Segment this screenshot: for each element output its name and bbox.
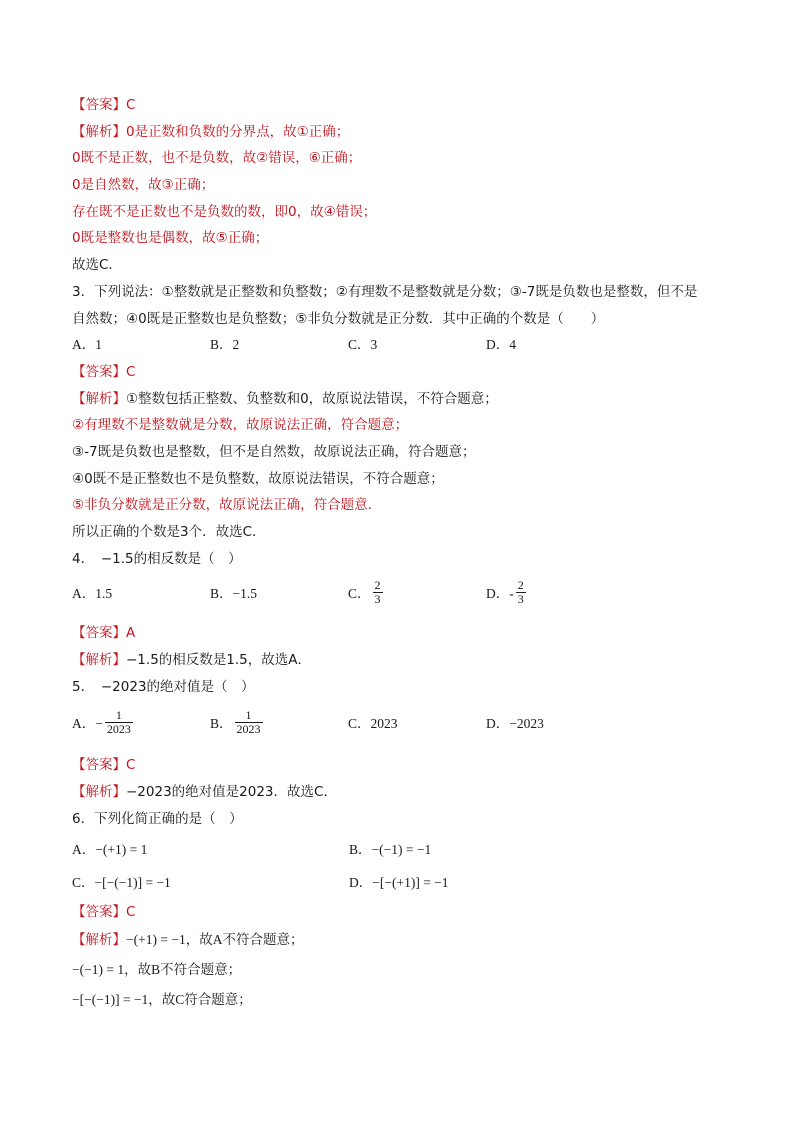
analysis-label: 【解析】	[72, 932, 126, 949]
option-a: A．1	[72, 337, 102, 353]
options-row	[72, 572, 732, 612]
denominator: 3	[517, 591, 524, 606]
answer-line: 【答案】C	[72, 363, 136, 380]
option-b: B．−1.5	[210, 586, 257, 602]
analysis-line: −[−(−1)] = −1，故C符合题意；	[72, 992, 252, 1008]
analysis-label: 【解析】	[72, 784, 126, 801]
option-label: D．-	[486, 586, 514, 602]
option-d: D．4	[486, 337, 516, 353]
option-d: D．−2023	[486, 716, 544, 732]
question-stem: 3．下列说法：①整数就是正整数和负整数；②有理数不是整数就是分数；③-7既是负数也是整数，但不是	[72, 283, 698, 300]
option-a	[72, 709, 210, 736]
question-stem: 5． −2023的绝对值是（ ）	[72, 678, 255, 695]
analysis-line	[72, 647, 732, 674]
denominator: 3	[374, 591, 381, 606]
analysis-label: 【解析】	[72, 652, 126, 669]
option-b: B．2	[210, 337, 240, 353]
numerator: 1	[245, 707, 252, 722]
option-c: C．3	[348, 337, 378, 353]
analysis-text: −2023的绝对值是2023．故选C．	[126, 784, 337, 801]
analysis-line: −(−1) = 1，故B不符合题意；	[72, 962, 242, 978]
analysis-text: −1.5的相反数是1.5，故选A．	[126, 652, 311, 669]
analysis-line: 0是自然数，故③正确；	[72, 177, 215, 194]
conclusion-line: 所以正确的个数是3个．故选C．	[72, 524, 266, 540]
analysis-text: −(+1) = −1，故A不符合题意；	[126, 932, 304, 948]
options-row	[72, 332, 732, 359]
question-stem: 自然数；④0既是正整数也是负整数；⑤非负分数就是正分数．其中正确的个数是（ ）	[72, 310, 605, 327]
analysis-line: 0既不是正数，也不是负数，故②错误，⑥正确；	[72, 150, 362, 167]
analysis-text: ①整数包括正整数、负整数和0，故原说法错误，不符合题意；	[126, 390, 498, 407]
numerator: 2	[517, 577, 524, 592]
analysis-label: 【解析】	[72, 123, 126, 140]
answer-line: 【答案】C	[72, 903, 136, 920]
option-a: A．−(+1) = 1	[72, 841, 148, 857]
analysis-line	[72, 925, 732, 955]
option-d	[486, 579, 624, 606]
analysis-line: 0既是整数也是偶数，故⑤正确；	[72, 230, 269, 247]
numerator: 1	[115, 707, 122, 722]
option-label: A．−	[72, 716, 103, 732]
option-b	[210, 709, 348, 736]
document-page	[72, 92, 732, 1015]
options-row	[72, 833, 732, 866]
analysis-text: 0是正数和负数的分界点，故①正确；	[126, 123, 350, 140]
option-d: D．−[−(+1)] = −1	[349, 874, 449, 890]
option-label: C．	[348, 586, 371, 602]
analysis-line	[72, 119, 732, 146]
options-row	[72, 866, 732, 899]
analysis-line: ⑤非负分数就是正分数，故原说法正确，符合题意.	[72, 497, 372, 514]
question-stem: 4． −1.5的相反数是（ ）	[72, 550, 242, 567]
analysis-line	[72, 779, 732, 806]
option-label: B．	[210, 716, 233, 732]
fraction	[373, 579, 383, 606]
analysis-line: ②有理数不是整数就是分数，故原说法正确，符合题意；	[72, 417, 409, 434]
analysis-line: ③-7既是负数也是整数，但不是自然数，故原说法正确，符合题意；	[72, 443, 476, 460]
denominator: 2023	[236, 721, 261, 736]
option-b: B．−(−1) = −1	[349, 841, 432, 857]
analysis-line	[72, 386, 732, 413]
option-c: C．2023	[348, 716, 398, 732]
analysis-label: 【解析】	[72, 390, 126, 407]
answer-line: 【答案】C	[72, 97, 136, 113]
fraction	[516, 579, 526, 606]
question-stem: 6．下列化简正确的是（ ）	[72, 810, 243, 827]
numerator: 2	[374, 577, 381, 592]
option-a: A．1.5	[72, 586, 113, 602]
denominator: 2023	[106, 721, 131, 736]
option-c: C．−[−(−1)] = −1	[72, 874, 171, 890]
analysis-line: 故选C．	[72, 257, 122, 274]
option-c	[348, 579, 486, 606]
fraction	[105, 709, 133, 736]
analysis-line: 存在既不是正数也不是负数的数，即0，故④错误；	[72, 203, 377, 220]
fraction	[235, 709, 263, 736]
options-row	[72, 700, 732, 744]
answer-line: 【答案】A	[72, 625, 136, 642]
answer-line: 【答案】C	[72, 757, 136, 774]
analysis-line: ④0既不是正整数也不是负整数，故原说法错误，不符合题意；	[72, 470, 444, 487]
